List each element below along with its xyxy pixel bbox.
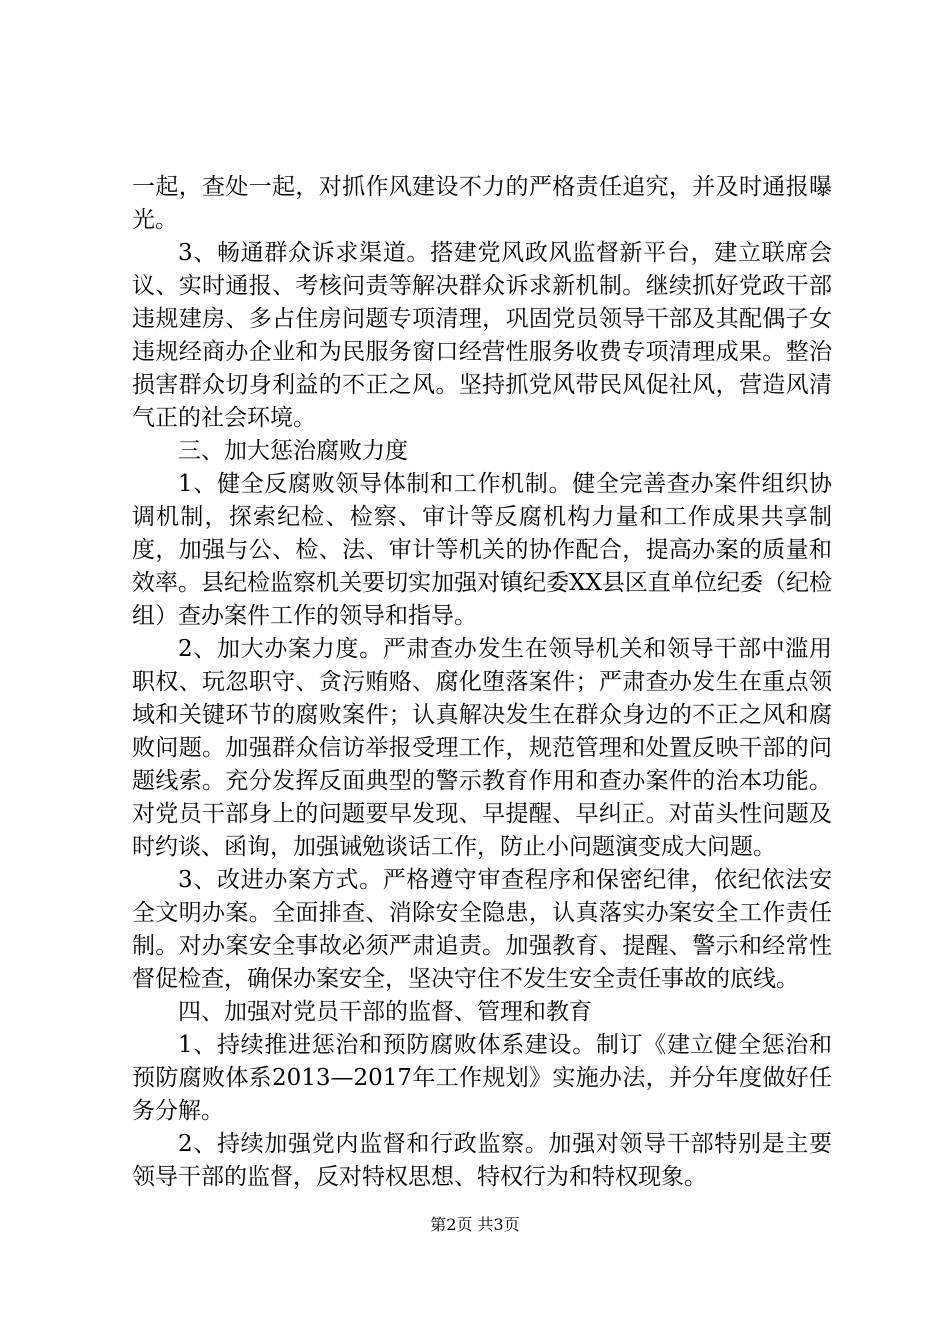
paragraph: 1、健全反腐败领导体制和工作机制。健全完善查办案件组织协调机制，探索纪检、检察、审计等反腐机构力量和工作成果共享制度，加强与公、检、法、审计等机关的协作配合，提高办案的质量和效率。县纪检监察机关要切实加强对镇纪委XX县区直单位纪委（纪检组）查办案件工作的领导和指导。 xyxy=(132,471,832,629)
paragraph: 2、加大办案力度。严肃查办发生在领导机关和领导干部中滥用职权、玩忽职守、贪污贿赂、腐化堕落案件；严肃查办发生在重点领域和关键环节的腐败案件；认真解决发生在群众身边的不正之风和腐败问题。加强群众信访举报受理工作，规范管理和处置反映干部的问题线索。充分发挥反面典型的警示教育作用和查办案件的治本功能。对党员干部身上的问题要早发现、早提醒、早纠正。对苗头性问题及时约谈、函询，加强诫勉谈话工作，防止小问题演变成大问题。 xyxy=(132,636,832,860)
paragraph: 一起，查处一起，对抓作风建设不力的严格责任追究，并及时通报曝光。 xyxy=(132,174,832,233)
document-body xyxy=(132,171,832,1194)
paragraph: 3、改进办案方式。严格遵守审查程序和保密纪律，依纪依法安全文明办案。全面排查、消除安全隐患，认真落实办案安全工作责任制。对办案安全事故必须严肃追责。加强教育、提醒、警示和经常性督促检查，确保办案安全，坚决守住不发生安全责任事故的底线。 xyxy=(132,867,832,992)
paragraph: 1、持续推进惩治和预防腐败体系建设。制订《建立健全惩治和预防腐败体系2013—2017年工作规划》实施办法，并分年度做好任务分解。 xyxy=(132,1032,832,1124)
paragraph: 3、畅通群众诉求渠道。搭建党风政风监督新平台，建立联席会议、实时通报、考核问责等解决群众诉求新机制。继续抓好党政干部违规建房、多占住房问题专项清理，巩固党员领导干部及其配偶子女违规经商办企业和为民服务窗口经营性服务收费专项清理成果。整治损害群众切身利益的不正之风。坚持抓党风带民风促社风，营造风清气正的社会环境。 xyxy=(132,240,832,431)
page-number-footer: 第2页 共3页 xyxy=(430,1215,520,1234)
section-heading: 四、加强对党员干部的监督、管理和教育 xyxy=(178,999,592,1025)
paragraph: 2、持续加强党内监督和行政监察。加强对领导干部特别是主要领导干部的监督，反对特权思想、特权行为和特权现象。 xyxy=(132,1131,832,1190)
section-heading: 三、加大惩治腐败力度 xyxy=(178,438,408,464)
